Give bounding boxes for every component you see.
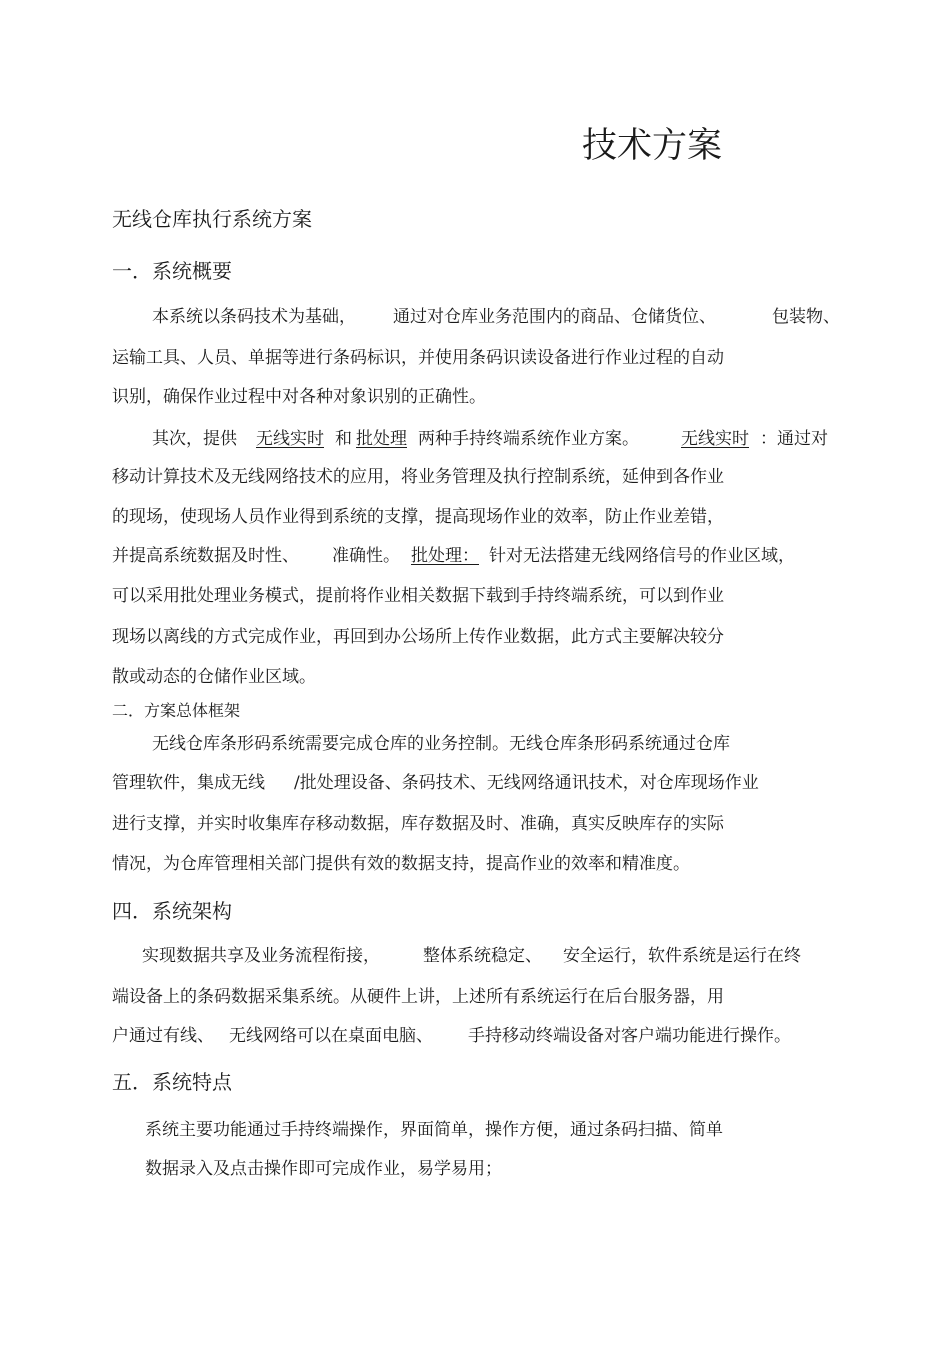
paragraph-text: 散或动态的仓储作业区域。: [112, 667, 316, 687]
paragraph-text: 针对无法搭建无线网络信号的作业区域，: [489, 546, 795, 566]
paragraph-text: 并提高系统数据及时性、: [112, 546, 299, 566]
paragraph-text: 无线仓库条形码系统需要完成仓库的业务控制。无线仓库条形码系统通过仓库: [152, 734, 730, 754]
underlined-term-wireless: 无线实时: [681, 429, 749, 449]
paragraph-text: 两种手持终端系统作业方案。: [418, 429, 639, 449]
paragraph-text: 的现场，使现场人员作业得到系统的支撑，提高现场作业的效率，防止作业差错，: [112, 507, 724, 527]
paragraph-text: 实现数据共享及业务流程衔接，: [142, 946, 380, 966]
paragraph-text: 移动计算技术及无线网络技术的应用，将业务管理及执行控制系统，延伸到各作业: [112, 467, 724, 487]
paragraph-text: 通过对仓库业务范围内的商品、仓储货位、: [393, 307, 716, 327]
paragraph-text: 管理软件，集成无线: [112, 773, 265, 793]
underlined-term-batch: 批处理：: [411, 546, 479, 566]
underlined-term-wireless: 无线实时: [256, 429, 324, 449]
paragraph-text: 包装物、: [772, 307, 840, 327]
paragraph-text: 准确性。: [332, 546, 400, 566]
paragraph-text: 整体系统稳定、: [423, 946, 542, 966]
paragraph-text: 无线网络可以在桌面电脑、: [229, 1026, 433, 1046]
paragraph-text: 数据录入及点击操作即可完成作业，易学易用；: [145, 1159, 502, 1179]
paragraph-text: 和: [335, 429, 352, 449]
paragraph-text: 可以采用批处理业务模式，提前将作业相关数据下载到手持终端系统，可以到作业: [112, 586, 724, 606]
section-heading-overview: 一．系统概要: [112, 259, 232, 283]
paragraph-text: /批处理设备、条码技术、无线网络通讯技术，对仓库现场作业: [294, 773, 759, 793]
paragraph-text: 进行支撑，并实时收集库存移动数据，库存数据及时、准确，真实反映库存的实际: [112, 814, 724, 834]
page-subtitle: 无线仓库执行系统方案: [112, 207, 312, 231]
paragraph-text: 运输工具、人员、单据等进行条码标识，并使用条码识读设备进行作业过程的自动: [112, 348, 724, 368]
paragraph-text: 手持移动终端设备对客户端功能进行操作。: [468, 1026, 791, 1046]
underlined-term-batch: 批处理: [356, 429, 407, 449]
paragraph-text: 系统主要功能通过手持终端操作，界面简单，操作方便，通过条码扫描、简单: [145, 1120, 723, 1140]
paragraph-text: 户通过有线、: [112, 1026, 214, 1046]
paragraph-text: 安全运行，软件系统是运行在终: [563, 946, 801, 966]
paragraph-text: 现场以离线的方式完成作业，再回到办公场所上传作业数据，此方式主要解决较分: [112, 627, 724, 647]
section-heading-framework: 二．方案总体框架: [112, 701, 241, 720]
paragraph-text: 其次，提供: [152, 429, 237, 449]
section-heading-architecture: 四．系统架构: [112, 899, 232, 923]
page-title: 技术方案: [582, 126, 723, 166]
paragraph-text: ：通过对: [760, 429, 828, 449]
paragraph-text: 识别，确保作业过程中对各种对象识别的正确性。: [112, 387, 486, 407]
paragraph-text: 情况，为仓库管理相关部门提供有效的数据支持，提高作业的效率和精准度。: [112, 854, 690, 874]
paragraph-text: 本系统以条码技术为基础，: [152, 307, 356, 327]
section-heading-features: 五．系统特点: [112, 1070, 232, 1094]
paragraph-text: 端设备上的条码数据采集系统。从硬件上讲，上述所有系统运行在后台服务器，用: [112, 987, 724, 1007]
